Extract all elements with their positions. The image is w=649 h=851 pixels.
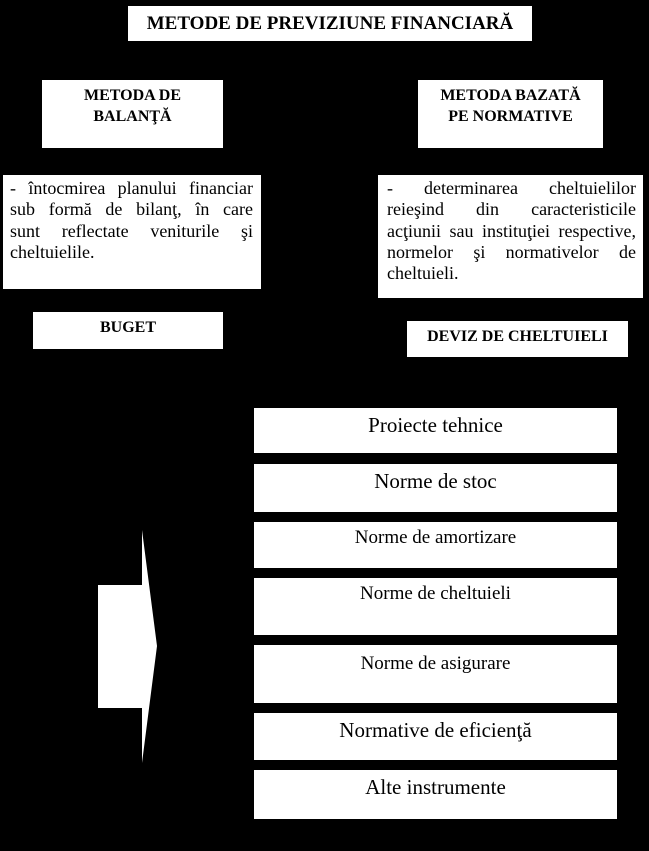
normative-method-description [378, 175, 643, 298]
normative-method-header-line1: METODA BAZATĂ [440, 87, 581, 104]
deviz-result-box: DEVIZ DE CHELTUIELI [407, 321, 628, 357]
description-line: cheltuielile. [10, 241, 95, 262]
instrument-box-norme-de-amortizare: Norme de amortizare [254, 522, 617, 568]
description-line: sub formă de bilanţ, în care [10, 199, 253, 220]
normative-method-header-line2: PE NORMATIVE [448, 108, 573, 125]
description-line: normelor şi normativelor de [387, 241, 636, 262]
description-line: reieşind din caracteristicile [387, 199, 636, 220]
instrument-box-norme-de-cheltuieli: Norme de cheltuieli [254, 578, 617, 635]
instrument-box-proiecte-tehnice: Proiecte tehnice [254, 408, 617, 453]
description-line: - determinarea cheltuielilor [387, 178, 636, 198]
balance-method-header-line1: METODA DE [83, 87, 182, 104]
instrument-box-alte-instrumente: Alte instrumente [254, 770, 617, 819]
balance-method-description [3, 175, 261, 289]
instrument-box-norme-de-asigurare: Norme de asigurare [254, 645, 617, 703]
diagram-title: METODE DE PREVIZIUNE FINANCIARĂ [128, 6, 532, 41]
balance-method-header [42, 80, 223, 148]
instrument-box-norme-de-stoc: Norme de stoc [254, 464, 617, 512]
normative-method-header [418, 80, 603, 148]
budget-result-box: BUGET [33, 312, 223, 349]
balance-method-header-line2: BALANŢĂ [93, 108, 172, 125]
instrument-box-normative-de-eficienta: Normative de eficienţă [254, 713, 617, 760]
description-line: acţiunii sau instituţiei respective, [387, 220, 636, 241]
description-line: sunt reflectate veniturile şi [10, 220, 253, 241]
description-line: cheltuieli. [387, 263, 459, 284]
flow-arrow-icon [95, 525, 160, 767]
description-line: - întocmirea planului financiar [10, 178, 253, 198]
